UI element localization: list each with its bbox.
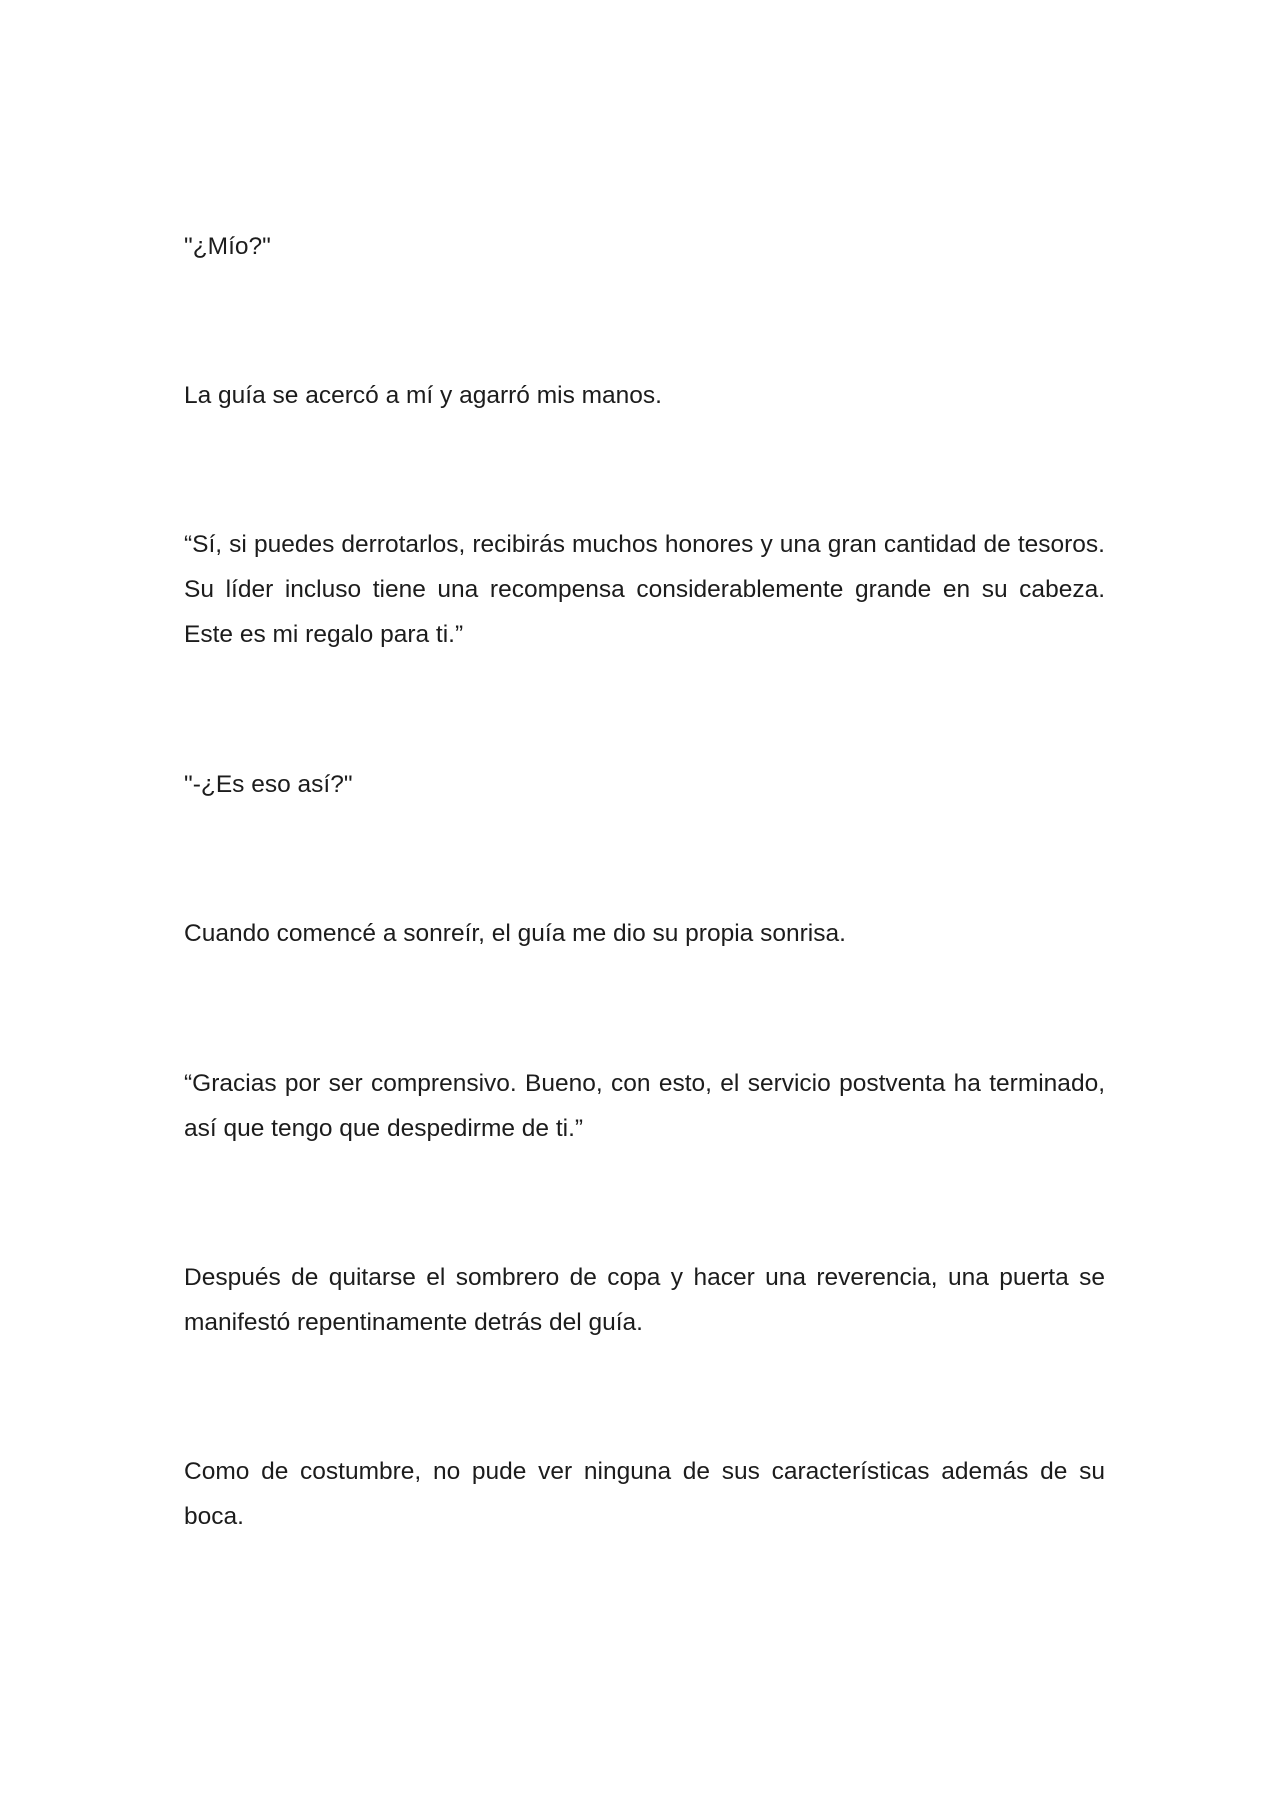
paragraph-4: "-¿Es eso así?" <box>184 771 353 798</box>
paragraph-8: Como de costumbre, no pude ver ninguna de sus características además de su boca. <box>184 1458 1105 1530</box>
paragraph-6: “Gracias por ser comprensivo. Bueno, con esto, el servicio postventa ha terminado, así que tengo que despedirme de ti.” <box>184 1070 1105 1142</box>
paragraph-3: “Sí, si puedes derrotarlos, recibirás muchos honores y una gran cantidad de tesoros. Su líder incluso tiene una recompensa considerablemente grande en su cabeza. Este es mi regalo para ti.” <box>184 531 1105 648</box>
paragraph-7: Después de quitarse el sombrero de copa y hacer una reverencia, una puerta se manifestó repentinamente detrás del guía. <box>184 1264 1105 1336</box>
paragraph-1: "¿Mío?" <box>184 233 271 260</box>
paragraph-5: Cuando comencé a sonreír, el guía me dio su propia sonrisa. <box>184 920 846 947</box>
paragraph-2: La guía se acercó a mí y agarró mis manos. <box>184 382 662 409</box>
